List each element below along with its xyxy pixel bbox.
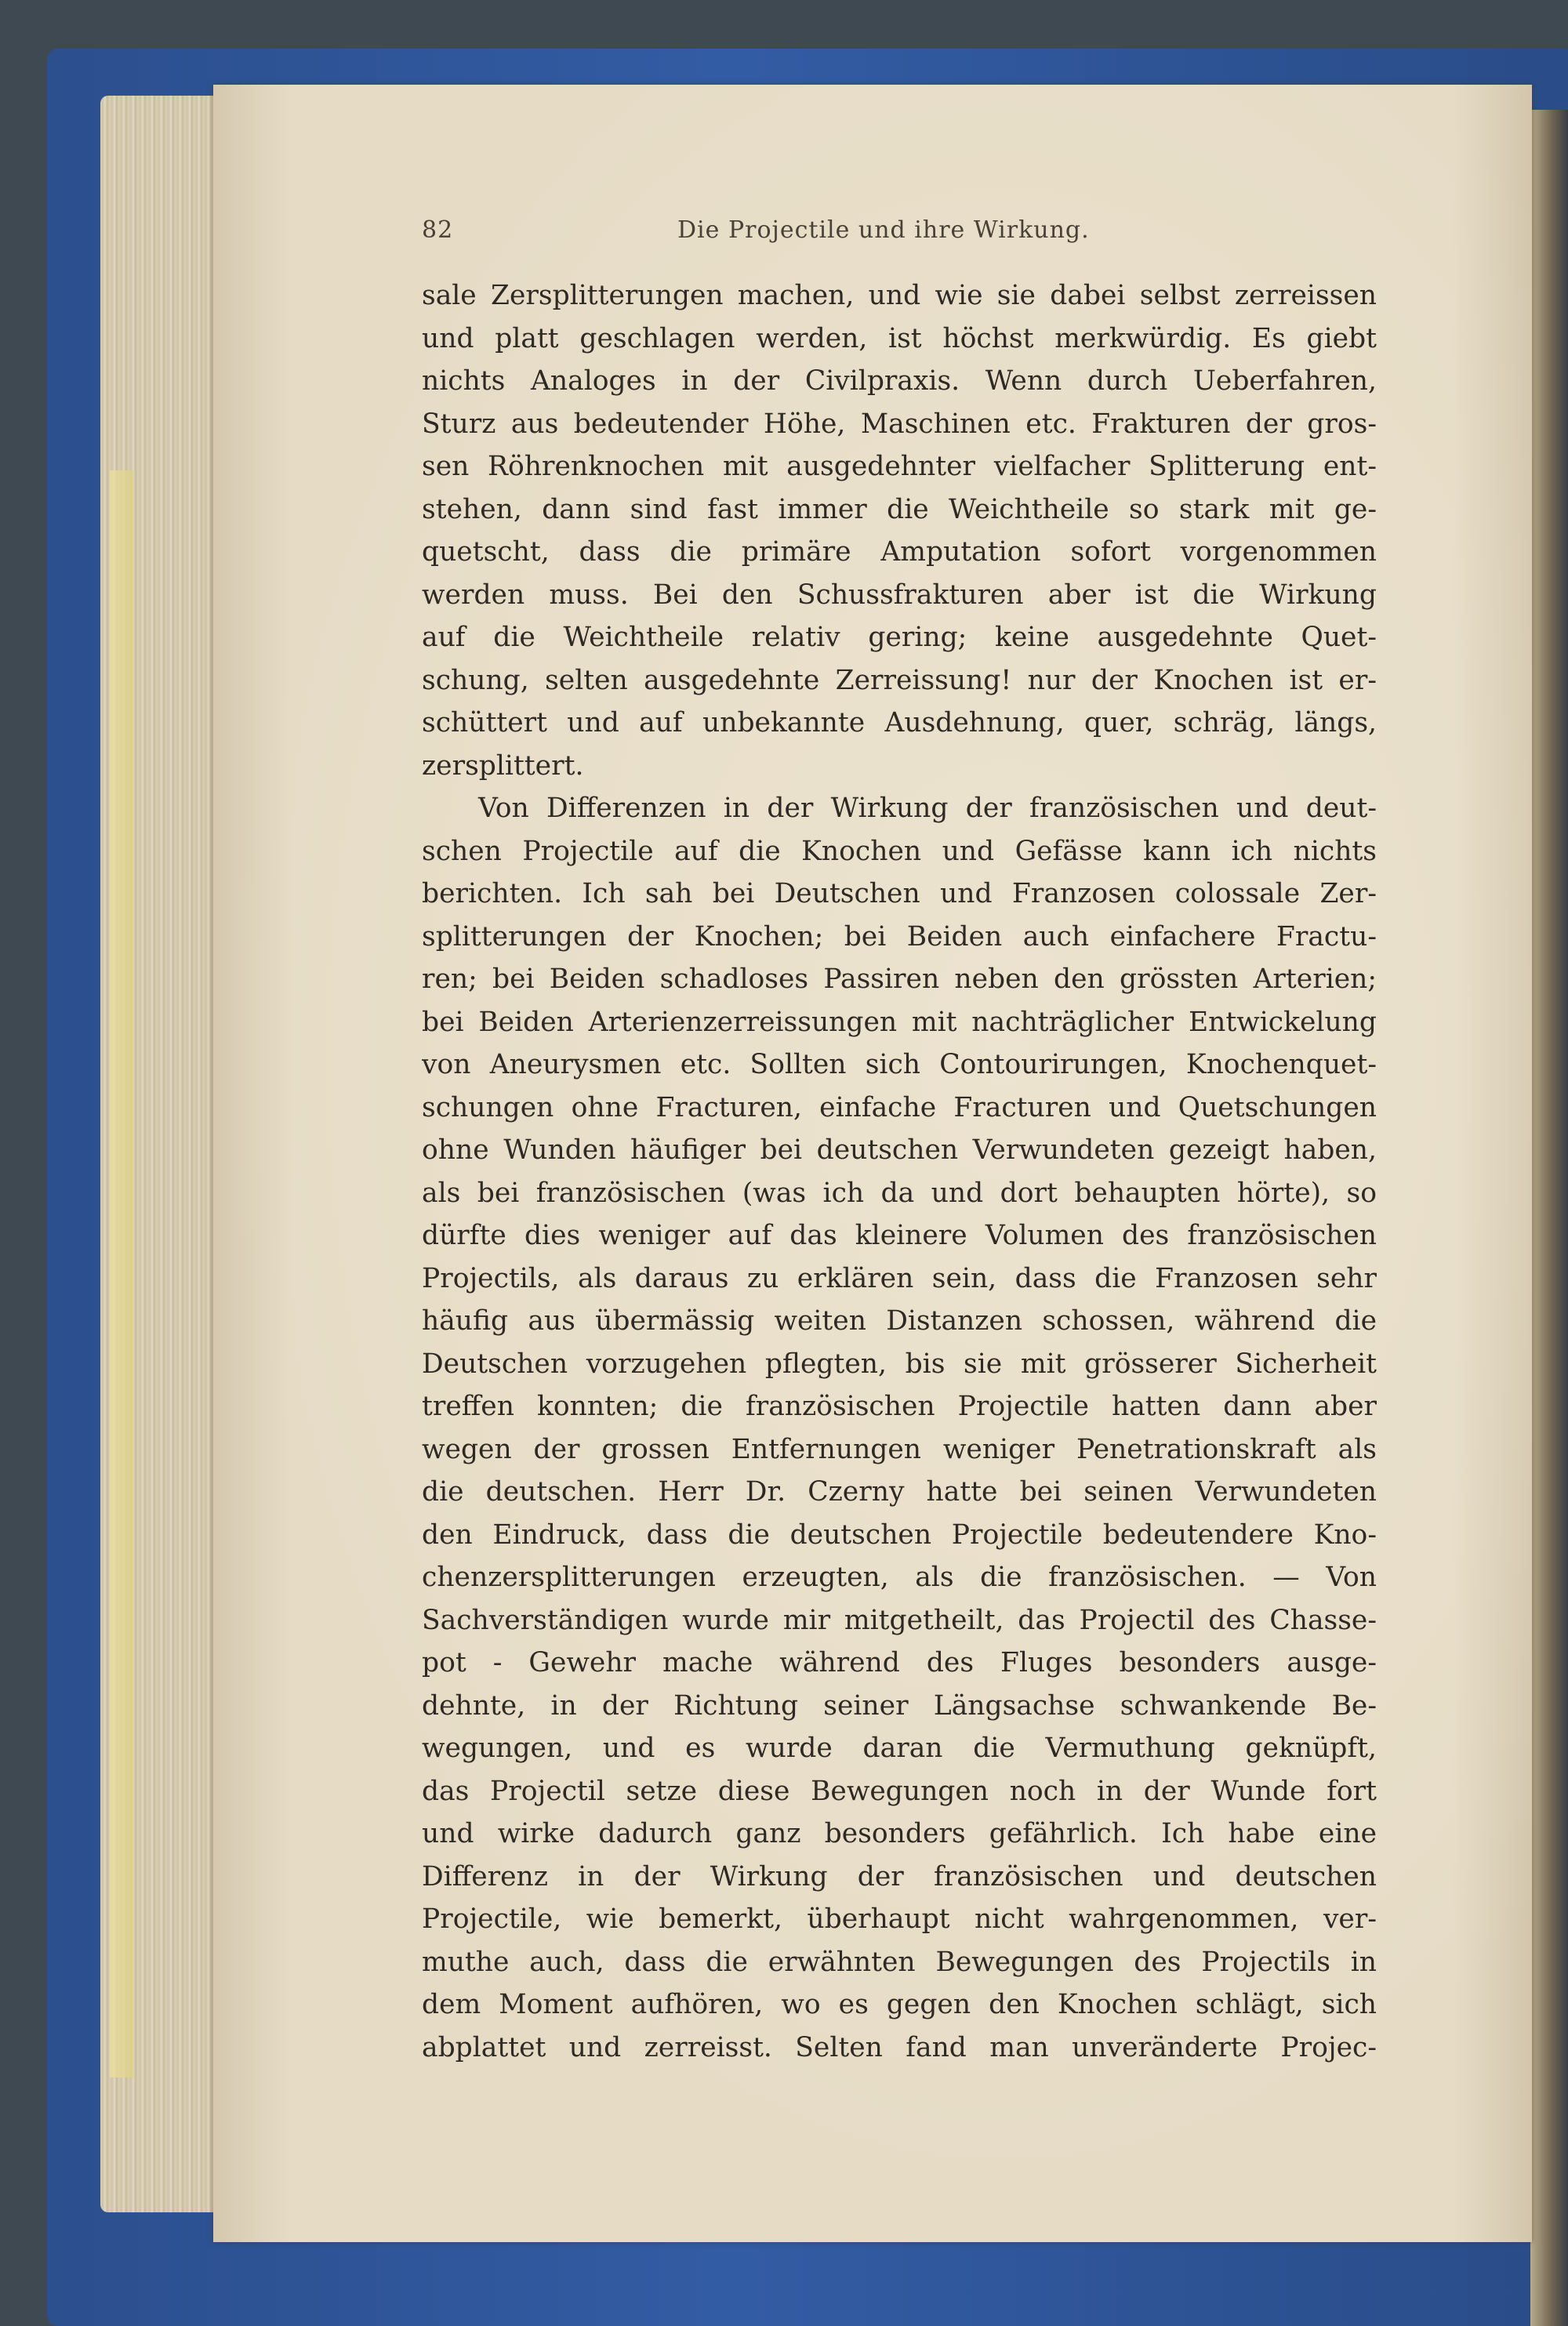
paragraph-start-line: Von Differenzen in der Wirkung der französischen und deut- [478, 793, 1377, 824]
text-line: und platt geschlagen werden, ist höchst merkwürdig. Es giebt [422, 322, 1377, 354]
text-line: dehnte, in der Richtung seiner Längsachse schwankende Be- [422, 1689, 1377, 1722]
text-line: chenzersplitterungen erzeugten, als die französischen. — Von [422, 1562, 1377, 1593]
text-line: pot - Gewehr mache während des Fluges besonders ausge- [422, 1647, 1377, 1678]
text-line: den Eindruck, dass die deutschen Projectile bedeutendere Kno- [422, 1519, 1377, 1551]
text-line: als bei französischen (was ich da und dort behaupten hörte), so [422, 1177, 1377, 1209]
text-line: stehen, dann sind fast immer die Weichtheile so stark mit ge- [422, 493, 1377, 525]
text-line: berichten. Ich sah bei Deutschen und Franzosen colossale Zer- [422, 878, 1377, 909]
text-line: schungen ohne Fracturen, einfache Fracturen und Quetschungen [422, 1091, 1377, 1123]
text-line: das Projectil setze diese Bewegungen noch in der Wunde fort [422, 1775, 1377, 1807]
text-line: und wirke dadurch ganz besonders gefährlich. Ich habe eine [422, 1818, 1377, 1849]
text-line: schen Projectile auf die Knochen und Gefässe kann ich nichts [422, 835, 1377, 867]
text-line: wegungen, und es wurde daran die Vermuthung geknüpft, [422, 1733, 1377, 1764]
text-line: sen Röhrenknochen mit ausgedehnter vielfacher Splitterung ent- [422, 451, 1377, 482]
text-line: dem Moment aufhören, wo es gegen den Knochen schlägt, sich [422, 1989, 1377, 2020]
text-line: ohne Wunden häufiger bei deutschen Verwundeten gezeigt haben, [422, 1134, 1377, 1166]
text-line: bei Beiden Arterienzerreissungen mit nachträglicher Entwickelung [422, 1006, 1377, 1038]
text-line: ren; bei Beiden schadloses Passiren neben den grössten Arterien; [422, 963, 1377, 995]
next-page-edge [1530, 110, 1568, 2326]
text-line: Projectils, als daraus zu erklären sein, dass die Franzosen sehr [422, 1262, 1377, 1294]
page-edges-highlight [110, 470, 133, 2077]
text-line: wegen der grossen Entfernungen weniger Penetrationskraft als [422, 1433, 1377, 1465]
text-line: schung, selten ausgedehnte Zerreissung! nur der Knochen ist er- [422, 664, 1377, 696]
text-line: Sturz aus bedeutender Höhe, Maschinen etc. Frakturen der gros- [422, 408, 1377, 440]
text-line: muthe auch, dass die erwähnten Bewegungen des Projectils in [422, 1946, 1377, 1978]
text-line: dürfte dies weniger auf das kleinere Volumen des französischen [422, 1220, 1377, 1251]
text-line: Sachverständigen wurde mir mitgetheilt, das Projectil des Chasse- [422, 1604, 1377, 1636]
text-line: auf die Weichtheile relativ gering; keine ausgedehnte Quet- [422, 622, 1377, 653]
text-line: Differenz in der Wirkung der französischen und deutschen [422, 1860, 1377, 1892]
body-text [422, 274, 1377, 2069]
text-line: von Aneurysmen etc. Sollten sich Contourirungen, Knochenquet- [422, 1049, 1377, 1080]
text-line: Projectile, wie bemerkt, überhaupt nicht wahrgenommen, ver- [422, 1903, 1377, 1935]
text-line: nichts Analoges in der Civilpraxis. Wenn durch Ueberfahren, [422, 365, 1377, 397]
page-number: 82 [422, 216, 454, 244]
text-line: quetscht, dass die primäre Amputation sofort vorgenommen [422, 536, 1377, 568]
running-title: Die Projectile und ihre Wirkung. [677, 216, 1090, 244]
text-line: schüttert und auf unbekannte Ausdehnung, quer, schräg, längs, [422, 707, 1377, 738]
text-line: sale Zersplitterungen machen, und wie sie dabei selbst zerreissen [422, 280, 1377, 311]
text-line: die deutschen. Herr Dr. Czerny hatte bei seinen Verwundeten [422, 1476, 1377, 1508]
text-line: häufig aus übermässig weiten Distanzen schossen, während die [422, 1305, 1377, 1337]
text-line: splitterungen der Knochen; bei Beiden auch einfachere Fractu- [422, 920, 1377, 953]
page-header [422, 216, 1394, 251]
text-line: abplattet und zerreisst. Selten fand man unveränderte Projec- [422, 2031, 1377, 2063]
text-line: werden muss. Bei den Schussfrakturen aber ist die Wirkung [422, 579, 1377, 611]
text-line: Deutschen vorzugehen pflegten, bis sie mit grösserer Sicherheit [422, 1348, 1377, 1380]
paragraph-end-line: zersplittert. [422, 749, 584, 782]
text-line: treffen konnten; die französischen Projectile hatten dann aber [422, 1391, 1377, 1422]
